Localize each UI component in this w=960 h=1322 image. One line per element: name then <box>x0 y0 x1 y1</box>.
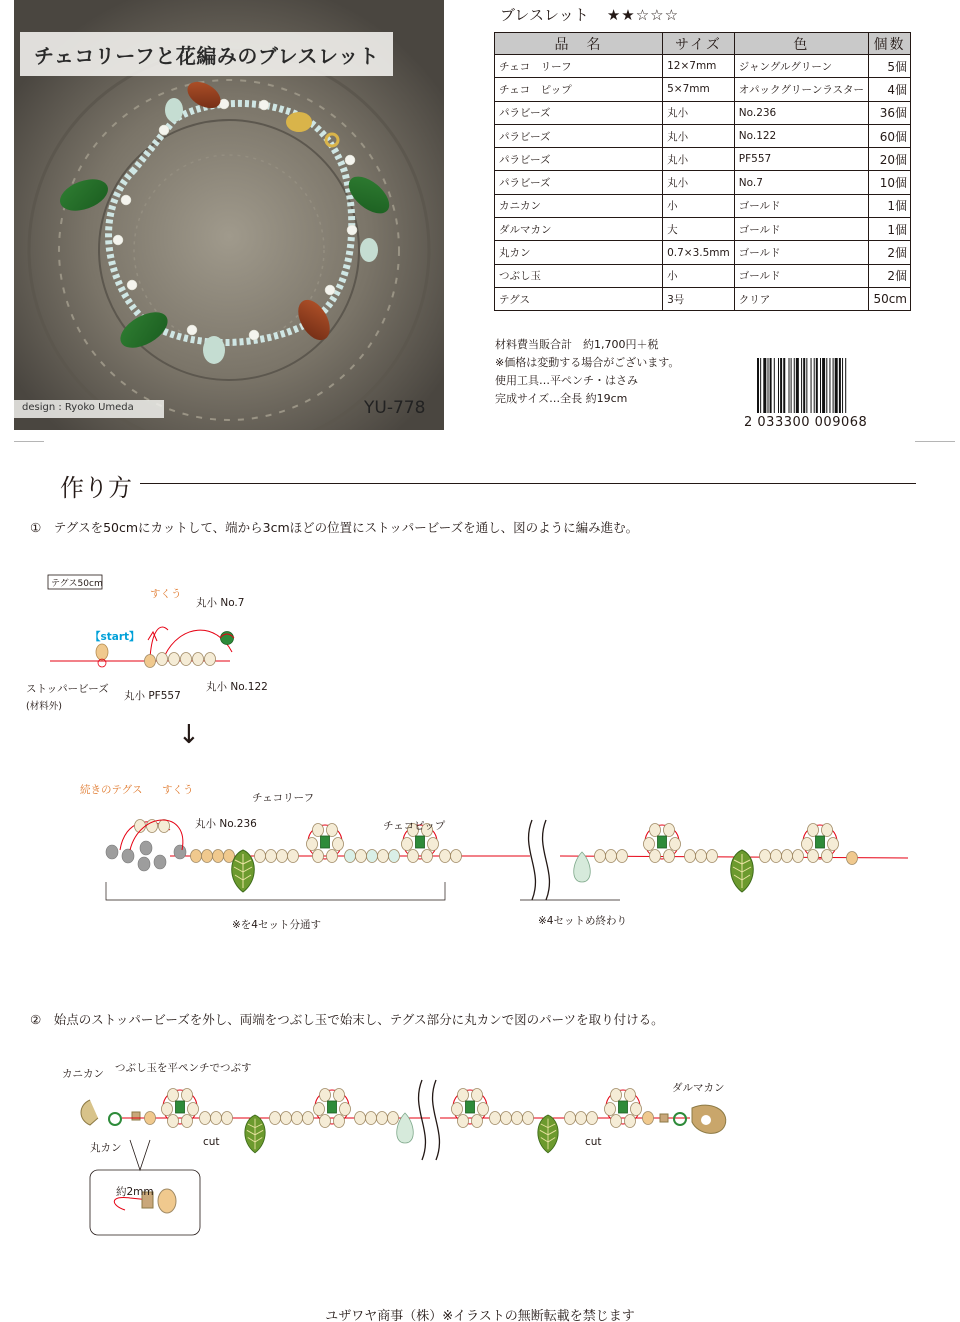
table-row <box>495 148 911 171</box>
bead-icon <box>281 1112 292 1125</box>
crimp-bead-icon <box>132 1112 140 1120</box>
bead-icon <box>822 850 833 863</box>
cell-color: クリア <box>734 287 868 310</box>
bead-icon <box>292 1112 303 1125</box>
previous-bead-icon <box>122 849 134 863</box>
bead-icon <box>277 850 288 863</box>
break-mark <box>543 820 550 900</box>
header-size: サイズ <box>663 33 735 55</box>
barcode-bar <box>780 358 782 413</box>
cell-qty: 2個 <box>869 241 911 264</box>
bead-icon <box>670 838 681 851</box>
bead-icon <box>303 1112 314 1125</box>
cell-name: つぶし玉 <box>495 264 663 287</box>
cell-name: テグス <box>495 287 663 310</box>
bead-icon <box>707 850 718 863</box>
bead-icon <box>605 1103 616 1116</box>
bead-icon <box>458 1115 469 1128</box>
label-stopper: ストッパービーズ <box>26 683 109 695</box>
difficulty-stars: ★★☆☆☆ <box>606 6 680 24</box>
bead-icon <box>472 1089 483 1102</box>
bead-icon <box>202 850 213 863</box>
cell-size: 3号 <box>663 287 735 310</box>
product-photo <box>14 0 444 430</box>
barcode-bar <box>835 358 838 413</box>
bead-icon <box>760 850 771 863</box>
label-crimp-instruction: つぶし玉を平ペンチでつぶす <box>115 1062 252 1074</box>
notes-block <box>495 336 679 408</box>
design-credit: design : Ryoko Umeda <box>22 402 134 413</box>
cell-qty: 36個 <box>869 101 911 124</box>
cell-name: パラビーズ <box>495 101 663 124</box>
label-no7: 丸小 No.7 <box>196 597 245 609</box>
previous-bead-icon <box>140 841 152 855</box>
label-pf557: 丸小 PF557 <box>124 690 181 702</box>
barcode-bar <box>794 358 795 413</box>
bead-icon <box>377 1112 388 1125</box>
note-price: 材料費当販合計 約1,700円＋税 <box>495 338 659 351</box>
label-lobster-clasp: カニカン <box>62 1068 104 1080</box>
bead-icon <box>307 838 318 851</box>
bead-icon <box>458 1089 469 1102</box>
label-stopper-note: (材料外) <box>26 701 62 712</box>
table-row <box>495 55 911 78</box>
barcode-bar <box>789 358 790 413</box>
bead-icon <box>587 1112 598 1125</box>
bead-icon <box>222 1112 233 1125</box>
label-tegusu-50cm: テグス50cm <box>51 579 103 589</box>
barcode-bar <box>833 358 834 413</box>
bead-icon <box>696 850 707 863</box>
barcode-bar <box>822 358 825 413</box>
label-sukuu-1: すくう <box>150 588 182 600</box>
bead-icon <box>611 1089 622 1102</box>
bead-icon <box>611 1115 622 1128</box>
bead-icon <box>367 850 378 863</box>
barcode-bar <box>774 358 775 413</box>
bead-icon <box>808 850 819 863</box>
bead-icon <box>356 850 367 863</box>
cell-color: ゴールド <box>734 218 868 241</box>
cell-color: No.122 <box>734 124 868 147</box>
bead-icon <box>808 824 819 837</box>
cell-size: 小 <box>663 194 735 217</box>
table-row <box>495 78 911 101</box>
bead-icon <box>422 850 433 863</box>
cell-qty: 5個 <box>869 55 911 78</box>
barcode-bar <box>778 358 779 413</box>
bead-icon <box>576 1112 587 1125</box>
bead-icon <box>288 850 299 863</box>
cell-size: 丸小 <box>663 101 735 124</box>
cell-qty: 10個 <box>869 171 911 194</box>
barcode-bar <box>770 358 772 413</box>
barcode-bar <box>820 358 821 413</box>
step-2-text: ② 始点のストッパービーズを外し、両端をつぶし玉で始末し、テグス部分に丸カンで図のパーツを取り付ける。 <box>30 1012 664 1027</box>
bead-icon <box>440 850 451 863</box>
center-bead-icon <box>466 1101 475 1113</box>
bead-icon <box>650 850 661 863</box>
previous-bead-icon <box>174 845 186 859</box>
bead-icon <box>501 1112 512 1125</box>
table-row <box>495 101 911 124</box>
cell-size: 丸小 <box>663 148 735 171</box>
label-approx-2mm: 約2mm <box>116 1186 154 1198</box>
cell-qty: 20個 <box>869 148 911 171</box>
bead-icon <box>782 850 793 863</box>
bead-icon <box>320 1089 331 1102</box>
cell-size: 大 <box>663 218 735 241</box>
cell-name: パラビーズ <box>495 124 663 147</box>
label-start: 【start】 <box>90 631 140 643</box>
bead-icon <box>643 1112 654 1125</box>
table-row <box>495 264 911 287</box>
cell-name: パラビーズ <box>495 171 663 194</box>
bead-icon <box>340 1103 351 1116</box>
table-row <box>495 124 911 147</box>
bead-icon <box>314 1103 325 1116</box>
bead-icon <box>631 1103 642 1116</box>
cell-color: ゴールド <box>734 194 868 217</box>
barcode-bar <box>826 358 827 413</box>
bead-icon <box>313 824 324 837</box>
cell-name: パラビーズ <box>495 148 663 171</box>
barcode-bar <box>757 358 759 413</box>
bead-icon <box>606 850 617 863</box>
bead-icon <box>378 850 389 863</box>
barcode-bar <box>801 358 802 413</box>
label-czech-leaf: チェコリーフ <box>252 792 315 804</box>
label-cut-1: cut <box>203 1136 220 1148</box>
bead-icon <box>388 1112 399 1125</box>
bead-icon <box>389 850 400 863</box>
bead-icon <box>512 1112 523 1125</box>
bead-icon <box>490 1112 501 1125</box>
cell-qty: 50cm <box>869 287 911 310</box>
bead-icon <box>685 850 696 863</box>
header-qty: 個数 <box>869 33 911 55</box>
center-bead-icon <box>328 1101 337 1113</box>
product-code: YU-778 <box>364 398 426 418</box>
label-czech-pip: チェコピップ <box>383 820 446 832</box>
bead-icon <box>664 850 675 863</box>
bead-icon <box>334 1089 345 1102</box>
label-sukuu-2: すくう <box>162 784 194 796</box>
cell-qty: 2個 <box>869 264 911 287</box>
cell-qty: 60個 <box>869 124 911 147</box>
bead-icon <box>327 850 338 863</box>
cell-color: No.7 <box>734 171 868 194</box>
bead-icon <box>408 850 419 863</box>
label-continue-tegusu: 続きのテグス <box>80 784 143 796</box>
cell-size: 0.7×3.5mm <box>663 241 735 264</box>
bead-icon <box>523 1112 534 1125</box>
cell-size: 丸小 <box>663 171 735 194</box>
center-bead-icon <box>658 836 667 848</box>
difficulty-label: ブレスレット <box>500 6 589 24</box>
bead-icon <box>145 1112 156 1125</box>
break-mark <box>433 1080 440 1160</box>
bead-icon <box>822 824 833 837</box>
bead-icon <box>168 1115 179 1128</box>
bead-icon <box>828 838 839 851</box>
barcode-bar <box>796 358 799 413</box>
cell-name: カニカン <box>495 194 663 217</box>
label-repeat-4-sets: ※を4セット分通す <box>232 919 321 931</box>
cell-size: 12×7mm <box>663 55 735 78</box>
barcode-bar <box>783 358 785 413</box>
barcode-bar <box>811 358 812 413</box>
center-bead-icon <box>416 836 425 848</box>
previous-bead-icon <box>106 845 118 859</box>
bracket-repeat <box>106 882 445 900</box>
bead-icon <box>402 838 413 851</box>
barcode-bar <box>839 358 841 413</box>
header-color: 色 <box>734 33 868 55</box>
bead-icon <box>147 820 158 833</box>
bead-icon <box>802 838 813 851</box>
note-size: 完成サイズ…全長 約19cm <box>495 392 628 405</box>
bead-icon <box>793 850 804 863</box>
bead-icon <box>320 1115 331 1128</box>
cell-size: 小 <box>663 264 735 287</box>
table-row <box>495 287 911 310</box>
step-1-text: ① テグスを50cmにカットして、端から3cmほどの位置にストッパービーズを通し、図のように編み進む。 <box>30 520 639 535</box>
design-credit-box <box>14 400 164 418</box>
bead-icon <box>625 1115 636 1128</box>
bead-icon <box>625 1089 636 1102</box>
bead-icon <box>182 1089 193 1102</box>
center-bead-icon <box>176 1101 185 1113</box>
previous-bead-icon <box>138 857 150 871</box>
czech-leaf-icon <box>232 850 255 892</box>
barcode-bar <box>763 358 766 413</box>
barcode-bar <box>842 358 843 413</box>
down-arrow-icon: ↓ <box>178 720 200 750</box>
diagram-step2-finish <box>70 1060 740 1240</box>
center-bead-icon <box>321 836 330 848</box>
product-title: チェコリーフと花編みのブレスレット <box>34 44 380 68</box>
table-row <box>495 171 911 194</box>
czech-leaf-icon <box>245 1115 265 1153</box>
crimp-bead-icon <box>660 1114 668 1122</box>
bead-icon <box>478 1103 489 1116</box>
bead-icon <box>188 1103 199 1116</box>
cell-color: オパックグリーンラスター <box>734 78 868 101</box>
bead-icon <box>472 1115 483 1128</box>
divider-left <box>14 441 44 442</box>
callout-pointer <box>130 1140 150 1170</box>
howto-divider <box>140 483 916 484</box>
cell-name: 丸カン <box>495 241 663 264</box>
czech-leaf-icon <box>731 850 754 892</box>
barcode-number: 2 033300 009068 <box>744 415 868 430</box>
label-daruma-kan: ダルマカン <box>672 1082 725 1094</box>
bead-icon <box>771 850 782 863</box>
bead-icon <box>847 852 858 865</box>
barcode-bar <box>829 358 830 413</box>
bead-icon <box>159 820 170 833</box>
bead-icon <box>313 850 324 863</box>
bead-icon <box>428 838 439 851</box>
lobster-clasp-icon <box>81 1100 98 1125</box>
center-bead-icon <box>816 836 825 848</box>
cell-color: ゴールド <box>734 264 868 287</box>
materials-table <box>494 32 911 311</box>
bead-icon <box>650 824 661 837</box>
center-bead-icon <box>619 1101 628 1113</box>
label-jump-ring: 丸カン <box>90 1142 122 1154</box>
photo-title-box <box>20 32 393 76</box>
cell-size: 5×7mm <box>663 78 735 101</box>
bead-icon <box>664 824 675 837</box>
table-row <box>495 194 911 217</box>
bead-icon <box>270 1112 281 1125</box>
table-header-row <box>495 33 911 55</box>
bead-icon <box>366 1112 377 1125</box>
cell-name: ダルマカン <box>495 218 663 241</box>
cell-qty: 1個 <box>869 218 911 241</box>
bead-icon <box>565 1112 576 1125</box>
bead-icon <box>200 1112 211 1125</box>
copyright-footer: ユザワヤ商事（株）※イラストの無断転載を禁じます <box>325 1309 635 1322</box>
bead-icon <box>255 850 266 863</box>
bead-icon <box>158 1189 176 1213</box>
cell-color: No.236 <box>734 101 868 124</box>
table-row <box>495 241 911 264</box>
bead-icon <box>327 824 338 837</box>
bead-icon <box>355 1112 366 1125</box>
bead-icon <box>211 1112 222 1125</box>
label-no122: 丸小 No.122 <box>206 681 268 693</box>
divider-right <box>915 441 955 442</box>
label-4th-set-end: ※4セットめ終わり <box>538 915 627 927</box>
bead-icon <box>162 1103 173 1116</box>
label-cut-2: cut <box>585 1136 602 1148</box>
barcode-bar <box>806 358 807 413</box>
table-row <box>495 218 911 241</box>
cell-size: 丸小 <box>663 124 735 147</box>
bead-icon <box>452 1103 463 1116</box>
note-price-change: ※価格は変動する場合がございます。 <box>495 356 680 369</box>
difficulty-rating <box>500 4 679 25</box>
label-no236: 丸小 No.236 <box>195 818 257 830</box>
howto-heading: 作り方 <box>60 474 132 502</box>
bead-icon <box>334 1115 345 1128</box>
header-name: 品 名 <box>495 33 663 55</box>
jump-ring-icon <box>109 1113 121 1125</box>
break-mark <box>529 820 536 900</box>
bead-icon <box>345 850 356 863</box>
break-mark <box>419 1080 426 1160</box>
bead-icon <box>644 838 655 851</box>
barcode-bar <box>845 358 846 413</box>
cell-name: チェコ ピップ <box>495 78 663 101</box>
bead-icon <box>266 850 277 863</box>
cell-qty: 4個 <box>869 78 911 101</box>
cell-color: ゴールド <box>734 241 868 264</box>
bead-icon <box>213 850 224 863</box>
cell-color: PF557 <box>734 148 868 171</box>
cell-name: チェコ リーフ <box>495 55 663 78</box>
bead-icon <box>617 850 628 863</box>
adjuster-hole <box>701 1115 711 1125</box>
barcode-bar <box>803 358 805 413</box>
note-tools: 使用工具…平ペンチ・はさみ <box>495 374 638 387</box>
barcode-bar <box>760 358 761 413</box>
jump-ring-icon <box>674 1113 686 1125</box>
previous-bead-icon <box>154 855 166 869</box>
bead-icon <box>595 850 606 863</box>
czech-leaf-icon <box>538 1115 558 1153</box>
bead-icon <box>168 1089 179 1102</box>
bead-icon <box>333 838 344 851</box>
bead-icon <box>451 850 462 863</box>
barcode-bar <box>814 358 815 413</box>
bead-icon <box>191 850 202 863</box>
barcode-bar <box>791 358 792 413</box>
barcode-bar <box>816 358 818 413</box>
cell-qty: 1個 <box>869 194 911 217</box>
bead-icon <box>182 1115 193 1128</box>
barcode-bar <box>768 358 769 413</box>
cell-color: ジャングルグリーン <box>734 55 868 78</box>
